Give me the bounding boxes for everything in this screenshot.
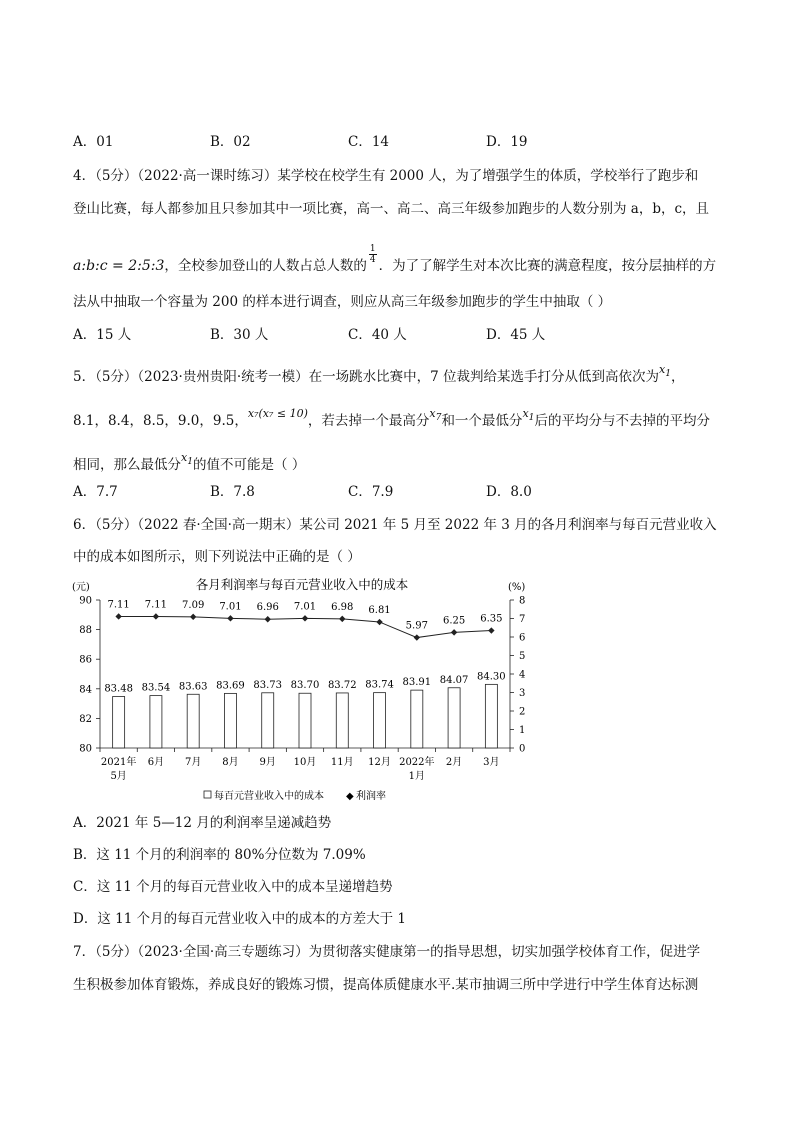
profit-point-label: 7.11 (107, 599, 130, 611)
cost-bar (411, 690, 423, 748)
x-tick-label: 3月 (483, 757, 500, 768)
right-tick-label: 7 (519, 614, 526, 625)
left-tick-label: 84 (79, 684, 92, 696)
right-tick-label: 5 (519, 651, 526, 662)
profit-point-label: 7.11 (144, 599, 168, 611)
cost-bar-label: 83.72 (327, 679, 357, 691)
q4-line-3-mid: ，全校参加登山的人数占总人数的 (164, 258, 367, 274)
cost-bar-label: 83.73 (253, 679, 283, 691)
right-tick-label: 4 (519, 669, 526, 681)
left-tick-label: 82 (79, 713, 92, 725)
chart-title: 各月利润率与每百元营业收入中的成本 (195, 577, 409, 592)
profit-point-label: 7.01 (219, 601, 242, 613)
left-unit-label: (元) (72, 582, 90, 593)
profit-point (376, 619, 382, 625)
profit-point-label: 7.09 (182, 599, 205, 611)
q5-line-1-text: 5．（5分）（2023·贵州贵阳·统考一模）在一场跳水比赛中，7 位裁判给某选手打分从低到高依次为 (73, 369, 659, 385)
profit-point-label: 5.97 (405, 620, 428, 632)
profit-point (339, 616, 345, 622)
x-tick-label: 2021年 (100, 757, 137, 768)
q5-x1: x1 (659, 363, 672, 380)
q3-option-a[interactable]: A．01 (73, 134, 114, 150)
cost-bar-label: 83.48 (104, 683, 133, 695)
q7-line-1: 7．（5分）（2023·全国·高三专题练习）为贯彻落实健康第一的指导思想，切实加强学校体育工作，促进学 (73, 944, 701, 960)
q5-line-3-end: 的值不可能是（ ） (193, 457, 306, 473)
q5-line-2-end: 后的平均分与不去掉的平均分 (534, 413, 710, 429)
q4-line-3 (73, 244, 717, 277)
q6-chart (62, 574, 532, 806)
right-tick-label: 6 (519, 632, 526, 644)
q6-option-b[interactable]: B．这 11 个月的利润率的 80%分位数为 7.09% (73, 847, 366, 863)
cost-bar (262, 693, 274, 748)
profit-point-label: 6.98 (331, 601, 354, 613)
profit-point (115, 613, 121, 619)
right-tick-label: 2 (519, 706, 526, 718)
q5-option-b[interactable]: B．7.8 (210, 484, 255, 500)
left-tick-label: 88 (79, 625, 92, 637)
q5-line-3-start: 相同，那么最低分 (73, 457, 181, 473)
profit-point (153, 613, 159, 619)
x-tick-label: 12月 (368, 757, 391, 768)
left-tick-label: 80 (79, 743, 92, 755)
x-tick-label: 2月 (445, 757, 463, 768)
cost-bar (448, 688, 460, 748)
left-tick-label: 90 (79, 595, 92, 607)
cost-bar-label: 83.54 (141, 682, 171, 694)
profit-point (190, 614, 196, 620)
x-tick-label: 8月 (222, 757, 239, 768)
x-tick-label: 10月 (293, 757, 317, 768)
q5-option-c[interactable]: C．7.9 (348, 484, 394, 500)
cost-bar-label: 83.74 (365, 679, 394, 691)
q4-option-b[interactable]: B．30 人 (210, 327, 269, 343)
q6-line-2: 中的成本如图所示，则下列说法中正确的是（ ） (73, 549, 361, 565)
right-tick-label: 0 (519, 743, 526, 755)
right-tick-label: 8 (519, 595, 526, 607)
q3-option-b[interactable]: B．02 (210, 134, 251, 150)
legend-line-marker: ◆ (346, 791, 354, 802)
x-tick-label: 2022年 (399, 757, 435, 768)
cost-bar (113, 696, 125, 748)
legend-bar-label: 每百元营业收入中的成本 (214, 791, 324, 802)
q5-x1-c: x1 (181, 451, 194, 468)
right-tick-label: 3 (519, 688, 526, 699)
profit-point (488, 627, 494, 633)
x-axis-labels (101, 755, 500, 782)
cost-bar-label: 83.63 (178, 681, 208, 693)
q5-option-a[interactable]: A．7.7 (73, 484, 118, 500)
q6-option-d[interactable]: D．这 11 个月的每百元营业收入中的成本的方差大于 1 (73, 911, 406, 927)
q5-x7: x7 (429, 407, 442, 424)
x-tick-label: 11月 (330, 757, 354, 768)
left-tick-label: 86 (79, 654, 92, 666)
profit-point (302, 615, 308, 621)
q5-x7-condition: x₇(x₇ ≤ 10) (247, 407, 308, 420)
cost-bar-label: 83.91 (402, 677, 432, 689)
cost-bar-label: 84.30 (477, 671, 506, 683)
cost-bars (104, 671, 505, 748)
profit-point (227, 615, 233, 621)
x-tick-label-line2: 1月 (408, 771, 426, 782)
x-tick-label: 9月 (259, 757, 276, 768)
cost-bar (150, 696, 162, 748)
q5-line-2 (73, 407, 710, 436)
cost-bar (336, 693, 348, 748)
q5-line-2-mid: ，若去掉一个最高分 (307, 413, 430, 429)
q4-fraction (369, 244, 377, 265)
profit-point-label: 7.01 (293, 601, 317, 613)
q4-line-4: 法从中抽取一个容量为 200 的样本进行调查，则应从高三年级参加跑步的学生中抽取（ ） (73, 294, 612, 310)
cost-bar (374, 693, 386, 748)
chart-legend (204, 789, 386, 802)
q4-ratio: a:b:c = 2:5:3 (73, 258, 165, 274)
profit-point-label: 6.81 (368, 605, 391, 617)
cost-bar (299, 693, 311, 748)
q3-option-c[interactable]: C．14 (348, 134, 390, 150)
q5-line-3 (73, 451, 306, 480)
q5-x1-b: x1 (522, 407, 535, 424)
cost-bar (485, 684, 497, 748)
profit-point (265, 616, 271, 622)
profit-point (451, 629, 457, 635)
profit-line (108, 599, 503, 640)
q4-fraction-num: 1 (369, 244, 376, 254)
cost-bar-label: 83.69 (216, 680, 245, 692)
q4-option-c[interactable]: C．40 人 (348, 327, 407, 343)
q5-line-2-mid2: 和一个最低分 (441, 413, 523, 429)
q4-option-d[interactable]: D．45 人 (486, 327, 546, 343)
q4-fraction-den: 4 (369, 255, 376, 265)
right-unit-label: (%) (508, 582, 526, 593)
cost-bar-label: 83.70 (290, 680, 320, 692)
q6-option-a[interactable]: A．2021 年 5—12 月的利润率呈递减趋势 (73, 815, 332, 831)
cost-bar (224, 693, 236, 748)
q4-line-1: 4．（5分）（2022·高一课时练习）某学校在校学生有 2000 人，为了增强学生的体质，学校举行了跑步和 (73, 168, 699, 184)
q3-option-d[interactable]: D．19 (486, 134, 528, 150)
legend-bar-swatch (204, 791, 211, 798)
q6-option-c[interactable]: C．这 11 个月的每百元营业收入中的成本呈递增趋势 (73, 879, 393, 895)
profit-point-label: 6.96 (256, 602, 279, 614)
right-tick-label: 1 (519, 725, 526, 736)
q7-line-2: 生积极参加体育锻炼，养成良好的锻炼习惯，提高体质健康水平.某市抽调三所中学进行中学生体育达标测 (73, 977, 699, 993)
q5-line-1-end: ， (671, 369, 685, 385)
legend-line-label: 利润率 (356, 791, 386, 802)
q4-line-3-end: ．为了了解学生对本次比赛的满意程度，按分层抽样的方 (378, 258, 717, 274)
x-tick-label-line2: 5月 (110, 771, 127, 782)
q4-line-2: 登山比赛，每人都参加且只参加其中一项比赛，高一、高二、高三年级参加跑步的人数分别为 a，b，c，且 (73, 201, 710, 217)
q5-option-d[interactable]: D．8.0 (486, 484, 532, 500)
q5-line-2-start: 8.1，8.4，8.5，9.0，9.5， (73, 413, 248, 429)
profit-point-label: 6.35 (480, 613, 503, 625)
x-tick-label: 6月 (147, 757, 165, 768)
q6-line-1: 6．（5分）（2022 春·全国·高一期末）某公司 2021 年 5 月至 2022 年 3 月的各月利润率与每百元营业收入 (73, 517, 717, 533)
cost-bar-label: 84.07 (439, 674, 469, 686)
cost-bar (187, 694, 199, 748)
q5-line-1 (73, 363, 685, 392)
profit-point (414, 634, 420, 640)
profit-point-label: 6.25 (442, 615, 466, 627)
x-tick-label: 7月 (184, 757, 202, 768)
q4-option-a[interactable]: A．15 人 (73, 327, 132, 343)
